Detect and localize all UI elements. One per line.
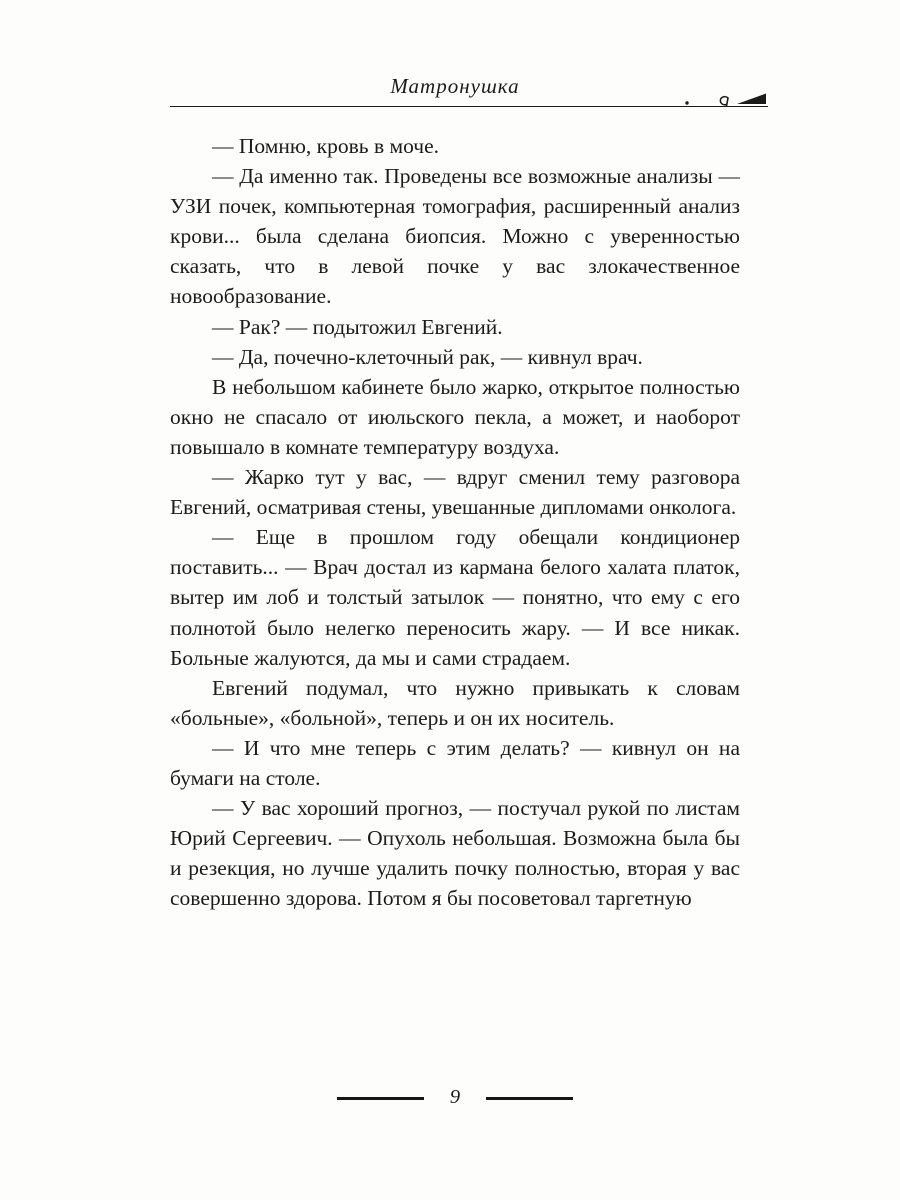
paragraph: — У вас хороший прогноз, — постучал рукой по листам Юрий Сергеевич. — Опухоль небольшая. Возможна была бы и резекция, но лучше удалить почку полностью, вторая у вас совершенно здорова. Потом я бы посоветовал таргетную	[170, 796, 740, 911]
paragraph: — Помню, кровь в моче.	[212, 134, 439, 158]
footer-rule-right	[486, 1097, 573, 1100]
paragraph: — Да именно так. Проведены все возможные анализы — УЗИ почек, компьютерная томография, расширенный анализ крови... была сделана биопсия. Можно с уверенностью сказать, что в левой почке у вас злокачественное новообразование.	[170, 164, 740, 309]
paragraph: Евгений подумал, что нужно привыкать к словам «больные», «больной», теперь и он их носитель.	[170, 675, 740, 730]
header-rule	[170, 106, 768, 107]
page-footer	[170, 1088, 740, 1109]
paragraph: — Жарко тут у вас, — вдруг сменил тему разговора Евгений, осматривая стены, увешанные дипломами онколога.	[170, 465, 740, 520]
paragraph: — Еще в прошлом году обещали кондиционер поставить... — Врач достал из кармана белого халата платок, вытер им лоб и толстый затылок — понятно, что ему с его полнотой было нелегко переносить жару. — И все никак. Больные жалуются, да мы и сами страдаем.	[170, 525, 740, 670]
paragraph: — Рак? — подытожил Евгений.	[212, 314, 503, 339]
paragraph: — И что мне теперь с этим делать? — кивнул он на бумаги на столе.	[170, 735, 740, 790]
paragraph: В небольшом кабинете было жарко, открытое полностью окно не спасало от июльского пекла, а может, и наоборот повышало в комнате температуру воздуха.	[170, 374, 740, 459]
paragraph: — Да, почечно-клеточный рак, — кивнул врач.	[212, 344, 643, 369]
page-number: 9	[449, 1086, 461, 1108]
running-title: Матронушка	[390, 74, 520, 98]
body-text	[170, 131, 740, 913]
footer-rule-left	[337, 1097, 424, 1100]
header-flourish-icon	[682, 90, 768, 108]
running-header	[170, 74, 768, 107]
